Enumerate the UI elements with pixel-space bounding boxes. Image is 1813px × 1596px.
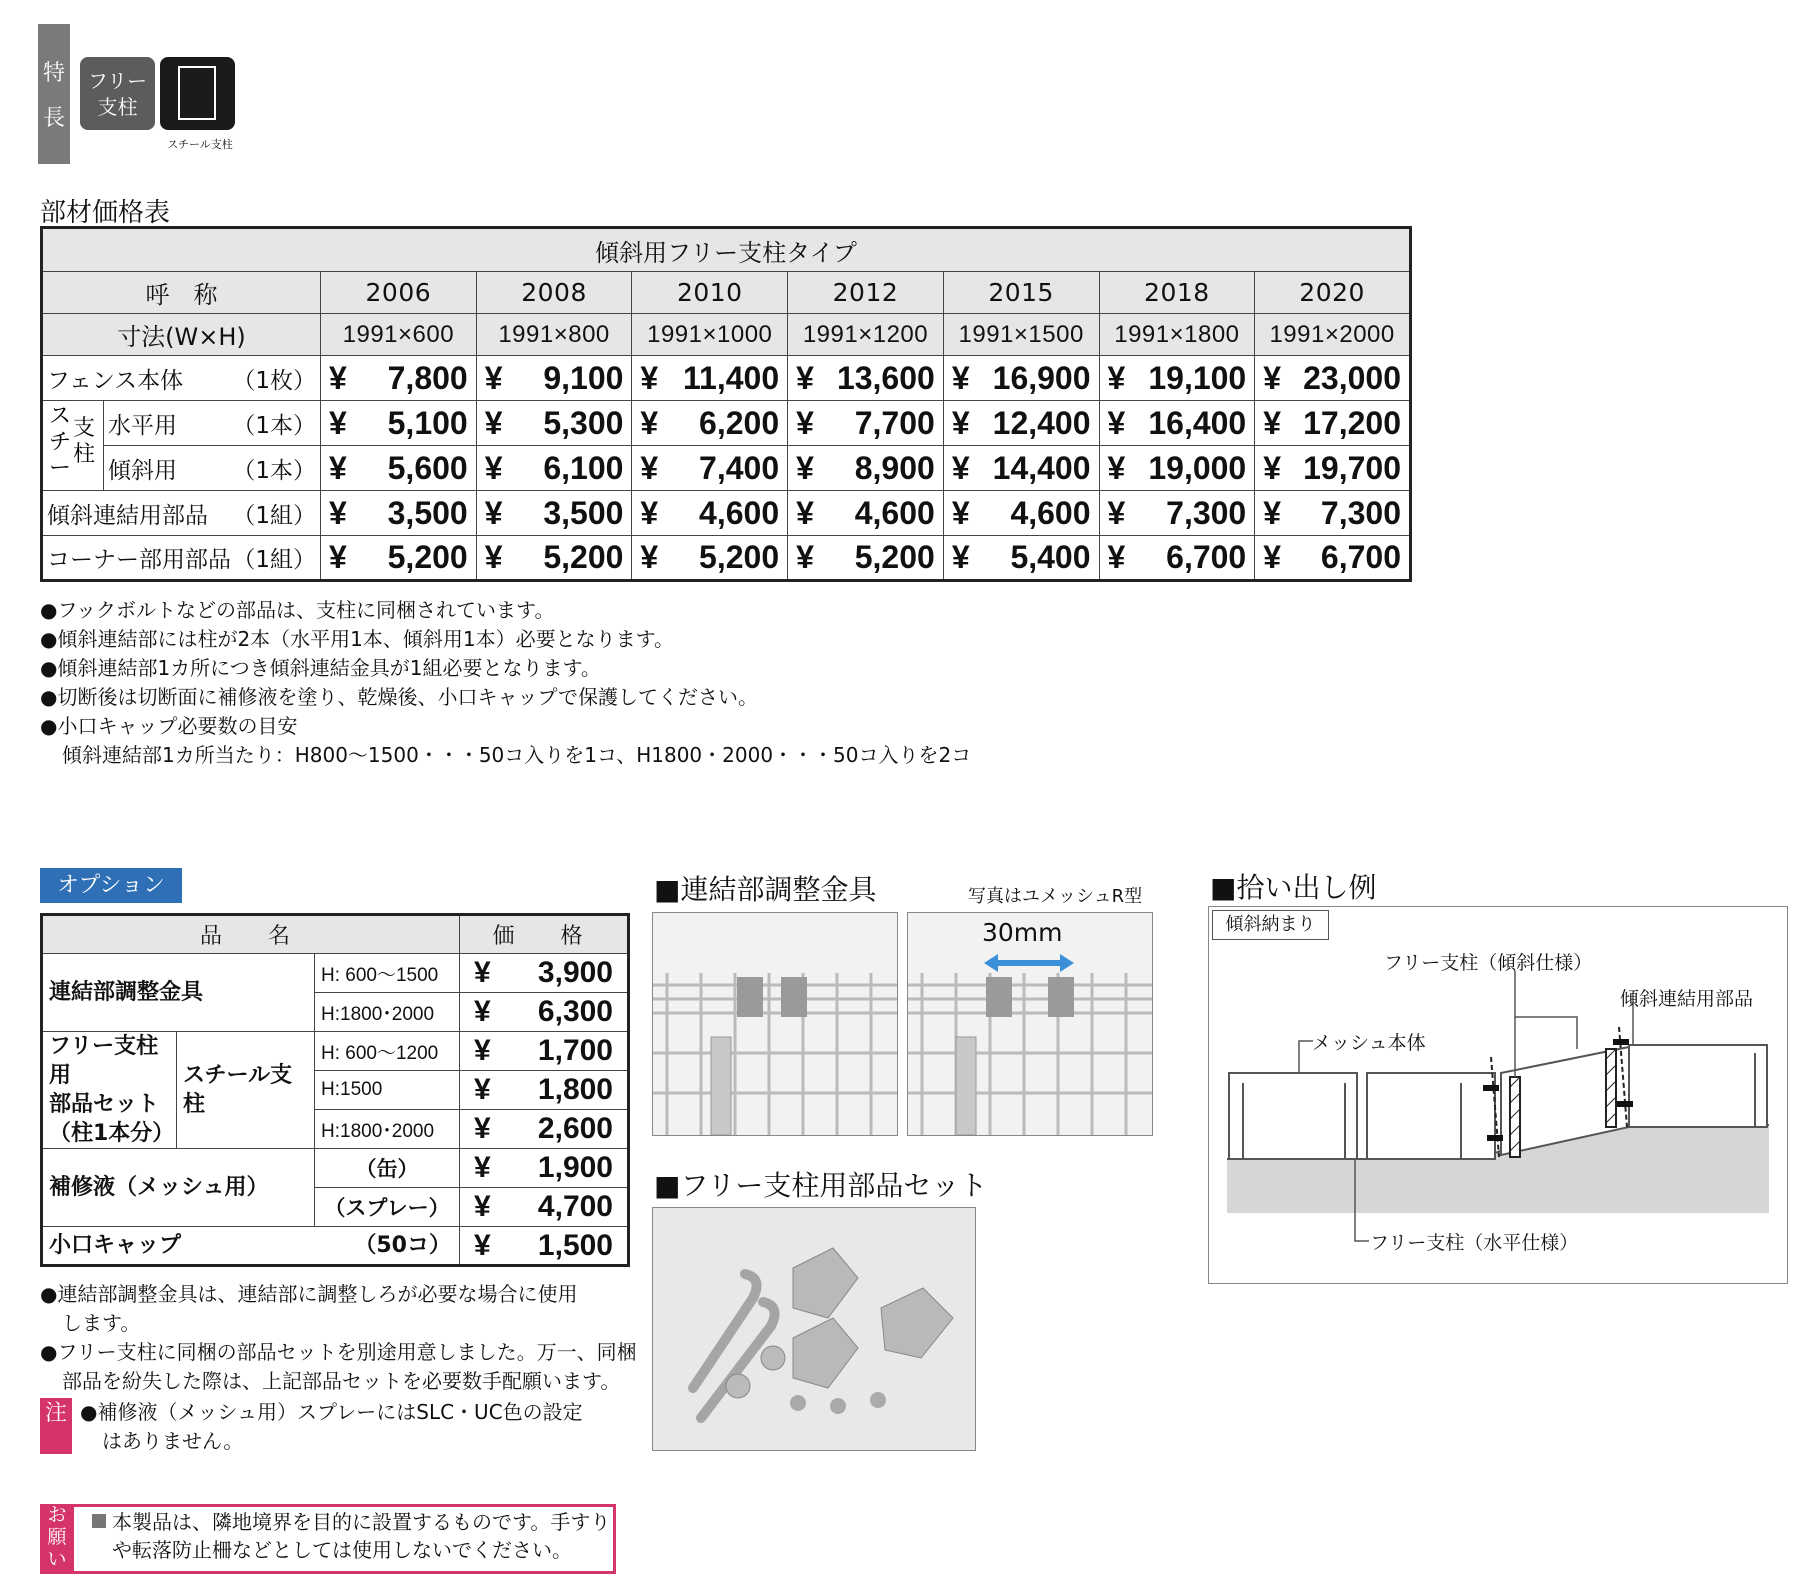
table-row — [42, 1032, 629, 1071]
price-cell: ¥ 16,400 — [1099, 401, 1255, 446]
request-tag: お 願 い — [40, 1504, 74, 1574]
note-line: します。 — [62, 1311, 141, 1335]
price-cell: ¥ 9,100 — [476, 356, 632, 401]
price-cell: ¥ 7,800 — [321, 356, 477, 401]
price-cell: ¥ 3,500 — [476, 491, 632, 536]
dim-header: 寸法(W×H) — [42, 314, 321, 356]
price-cell: ¥ 7,700 — [788, 401, 944, 446]
row-label: フェンス本体 （1枚） — [42, 356, 321, 401]
option-price: ¥ 1,800 — [460, 1071, 629, 1110]
option-table — [40, 913, 630, 1267]
cap-name: 小口キャップ （50コ） — [42, 1227, 460, 1266]
col-code: 2006 — [321, 272, 477, 314]
partset-photo-title: ■フリー支柱用部品セット — [654, 1169, 988, 1202]
label-mesh: メッシュ本体 — [1312, 1032, 1426, 1054]
table-row — [42, 446, 1411, 491]
col-dim: 1991×1500 — [943, 314, 1099, 356]
price-cell: ¥ 4,600 — [943, 491, 1099, 536]
note-line: 部品を紛失した際は、上記部品セットを必要数手配願います。 — [62, 1369, 621, 1393]
svg-text:ー: ー — [49, 456, 72, 481]
price-cell: ¥ 5,200 — [632, 536, 788, 581]
caution-tag: 注 — [40, 1398, 72, 1454]
note-line: ●連結部調整金具は、連結部に調整しろが必要な場合に使用 — [40, 1282, 578, 1306]
price-cell: ¥ 11,400 — [632, 356, 788, 401]
option-size: H:1500 — [315, 1071, 460, 1110]
price-cell: ¥ 16,900 — [943, 356, 1099, 401]
free-post-badge — [80, 57, 155, 130]
row-label: 傾斜連結用部品 （1組） — [42, 491, 321, 536]
partset-sub: スチール支柱 — [177, 1032, 315, 1149]
steel-group-label — [42, 401, 104, 491]
option-size: H:1800･2000 — [315, 993, 460, 1032]
col-code: 2012 — [788, 272, 944, 314]
price-cell: ¥ 14,400 — [943, 446, 1099, 491]
label-slope-post: フリー支柱（傾斜仕様） — [1384, 952, 1593, 974]
price-cell: ¥ 7,300 — [1099, 491, 1255, 536]
price-cell: ¥ 5,200 — [321, 536, 477, 581]
price-cell: ¥ 6,200 — [632, 401, 788, 446]
option-price: ¥ 2,600 — [460, 1110, 629, 1149]
price-cell: ¥ 4,600 — [788, 491, 944, 536]
note-line: ●フリー支柱に同梱の部品セットを別途用意しました。万一、同梱 — [40, 1340, 637, 1364]
option-size: H: 600〜1500 — [315, 954, 460, 993]
steel-post-caption: スチール支柱 — [167, 138, 233, 151]
price-cell: ¥ 6,700 — [1255, 536, 1411, 581]
label-joint: 傾斜連結用部品 — [1620, 988, 1754, 1010]
parts-photo-image — [653, 1208, 975, 1450]
note-line: ●フックボルトなどの部品は、支柱に同梱されています。 — [40, 598, 555, 622]
repair-name: 補修液（メッシュ用） — [42, 1149, 315, 1227]
option-price: ¥ 1,700 — [460, 1032, 629, 1071]
price-cell: ¥ 4,600 — [632, 491, 788, 536]
option-price: ¥ 3,900 — [460, 954, 629, 993]
price-cell: ¥ 19,100 — [1099, 356, 1255, 401]
col-code: 2018 — [1099, 272, 1255, 314]
price-cell: ¥ 13,600 — [788, 356, 944, 401]
svg-text:支: 支 — [73, 416, 96, 441]
col-dim: 1991×1000 — [632, 314, 788, 356]
option-size: H: 600〜1200 — [315, 1032, 460, 1071]
note-line: ●切断後は切断面に補修液を塗り、乾燥後、小口キャップで保護してください。 — [40, 685, 759, 709]
option-price: ¥ 1,500 — [460, 1227, 629, 1266]
option-name-header: 品 名 — [42, 915, 460, 954]
price-cell: ¥ 6,100 — [476, 446, 632, 491]
steel-group-text — [45, 401, 101, 485]
note-line: ●傾斜連結部1カ所につき傾斜連結金具が1組必要となります。 — [40, 656, 601, 680]
partset-name: フリー支柱用 部品セット （柱1本分） — [42, 1032, 177, 1149]
price-cell: ¥ 7,400 — [632, 446, 788, 491]
col-code: 2015 — [943, 272, 1099, 314]
partset-photo — [652, 1207, 976, 1451]
table-row — [42, 536, 1411, 581]
svg-text:ス: ス — [49, 404, 72, 429]
option-price: ¥ 4,700 — [460, 1188, 629, 1227]
price-cell: ¥ 17,200 — [1255, 401, 1411, 446]
steel-post-icon — [160, 57, 235, 130]
option-price: ¥ 6,300 — [460, 993, 629, 1032]
price-cell: ¥ 5,200 — [476, 536, 632, 581]
option-price-header: 価 格 — [460, 915, 629, 954]
option-size: （スプレー） — [315, 1188, 460, 1227]
row-label: 水平用 （1本） — [104, 401, 321, 446]
free-post-line-1: フリー — [87, 68, 148, 93]
table-row — [42, 491, 1411, 536]
col-dim: 1991×1200 — [788, 314, 944, 356]
price-cell: ¥ 23,000 — [1255, 356, 1411, 401]
label-level-post: フリー支柱（水平仕様） — [1370, 1232, 1579, 1254]
square-bullet-icon — [92, 1514, 106, 1528]
price-table-title: 部材価格表 — [40, 198, 171, 228]
table-row — [42, 1227, 629, 1266]
free-post-line-2: 支柱 — [97, 94, 138, 119]
price-cell: ¥ 5,300 — [476, 401, 632, 446]
option-price: ¥ 1,900 — [460, 1149, 629, 1188]
diagram-tag: 傾斜納まり — [1212, 910, 1329, 940]
note-line: 傾斜連結部1カ所当たり：H800〜1500・・・50コ入りを1コ、H1800・2000・・・50コ入りを2コ — [62, 743, 972, 767]
price-cell: ¥ 19,000 — [1099, 446, 1255, 491]
option-notes — [40, 1280, 640, 1396]
mesh-photo-left — [653, 913, 897, 1135]
col-dim: 1991×800 — [476, 314, 632, 356]
table-row — [42, 1149, 629, 1188]
caution-text: ●補修液（メッシュ用）スプレーにはSLC・UC色の設定 はありません。 — [80, 1400, 583, 1453]
price-notes — [40, 596, 971, 770]
option-tag: オプション — [40, 868, 182, 903]
row-label: コーナー部用部品 （1組） — [42, 536, 321, 581]
request-text: 本製品は、隣地境界を目的に設置するものです。手すり や転落防止柵などとしては使用しないでください。 — [92, 1508, 612, 1564]
price-cell: ¥ 12,400 — [943, 401, 1099, 446]
table-row — [42, 954, 629, 993]
feature-label-char-2: 長 — [42, 106, 65, 131]
price-cell: ¥ 19,700 — [1255, 446, 1411, 491]
option-size: （缶） — [315, 1149, 460, 1188]
col-code: 2020 — [1255, 272, 1411, 314]
gap-label: 30mm — [982, 918, 1063, 947]
price-cell: ¥ 5,400 — [943, 536, 1099, 581]
col-dim: 1991×1800 — [1099, 314, 1255, 356]
note-line: ●小口キャップ必要数の目安 — [40, 714, 298, 738]
feature-label-char-1: 特 — [42, 61, 65, 86]
name-header: 呼 称 — [42, 272, 321, 314]
table-row — [42, 356, 1411, 401]
feature-label — [38, 24, 70, 164]
type-title: 傾斜用フリー支柱タイプ — [42, 228, 1411, 272]
row-label: 傾斜用 （1本） — [104, 446, 321, 491]
col-code: 2008 — [476, 272, 632, 314]
adjuster-photo-left — [652, 912, 898, 1136]
col-dim: 1991×2000 — [1255, 314, 1411, 356]
note-line: ●傾斜連結部には柱が2本（水平用1本、傾斜用1本）必要となります。 — [40, 627, 675, 651]
col-code: 2010 — [632, 272, 788, 314]
table-row — [42, 401, 1411, 446]
price-table — [40, 226, 1412, 582]
adjuster-photo-caption: 写真はユメッシュR型 — [968, 886, 1143, 907]
svg-text:柱: 柱 — [73, 442, 96, 467]
price-cell: ¥ 6,700 — [1099, 536, 1255, 581]
price-cell: ¥ 5,600 — [321, 446, 477, 491]
price-cell: ¥ 5,100 — [321, 401, 477, 446]
price-cell: ¥ 5,200 — [788, 536, 944, 581]
price-cell: ¥ 3,500 — [321, 491, 477, 536]
option-size: H:1800･2000 — [315, 1110, 460, 1149]
diagram-title: ■拾い出し例 — [1210, 871, 1377, 904]
adjuster-name: 連結部調整金具 — [42, 954, 315, 1032]
adjuster-photo-title: ■連結部調整金具 — [654, 873, 877, 906]
price-cell: ¥ 7,300 — [1255, 491, 1411, 536]
price-cell: ¥ 8,900 — [788, 446, 944, 491]
col-dim: 1991×600 — [321, 314, 477, 356]
svg-text:チ: チ — [49, 430, 72, 455]
